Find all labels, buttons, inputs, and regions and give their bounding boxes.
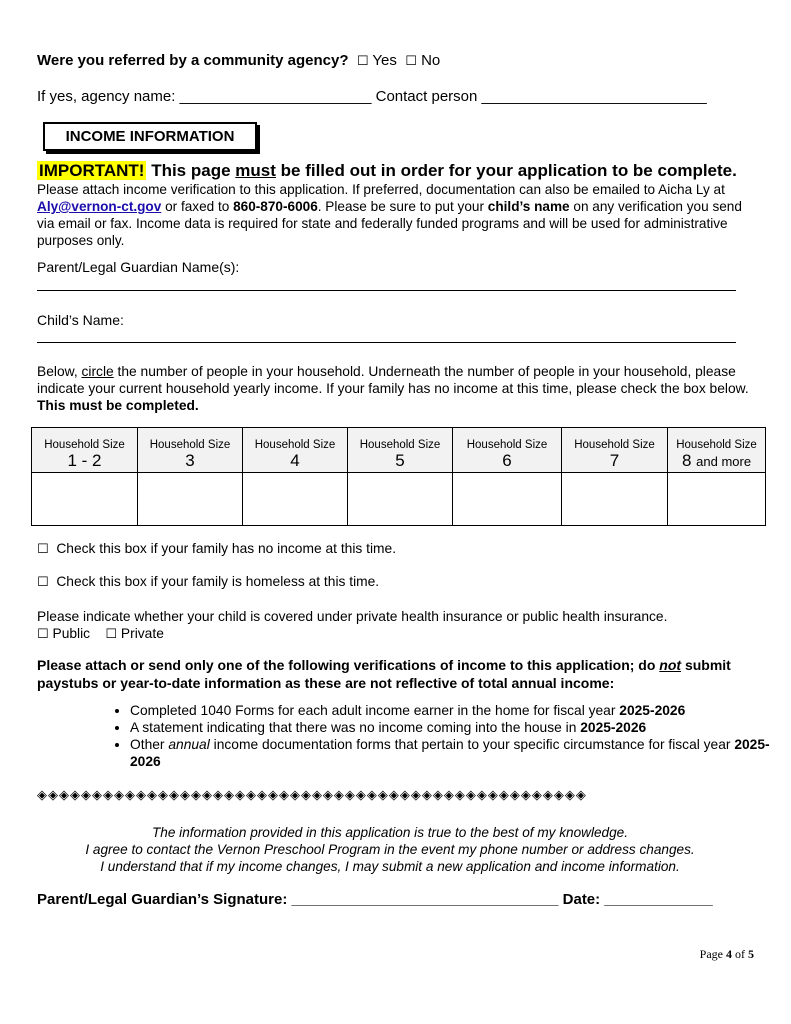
instr-text-b: the number of people in your household. Underneath the number of people in your household, please indicate your current household yearly income. If your family has no income at this time, please check the box below. <box>37 364 749 396</box>
household-size-label: Household Size <box>254 439 336 451</box>
insurance-question: Please indicate whether your child is covered under private health insurance or public health insurance. <box>37 609 668 624</box>
income-cell[interactable] <box>138 473 243 526</box>
intro-text-3: . Please be sure to put your <box>317 199 484 214</box>
important-text-1: This page <box>151 161 231 180</box>
household-size-label: Household Size <box>574 439 655 451</box>
public-label: Public <box>52 626 91 641</box>
household-size-value: 3 <box>185 451 195 470</box>
income-cell[interactable] <box>668 473 766 526</box>
household-size-5[interactable] <box>348 428 453 473</box>
guardian-name-label: Parent/Legal Guardian Name(s): <box>37 259 240 275</box>
referral-question: Were you referred by a community agency? <box>37 52 349 69</box>
signature-label: Parent/Legal Guardian’s Signature: <box>37 891 288 908</box>
no-income-checkbox[interactable]: ☐ <box>37 542 49 557</box>
insurance-section <box>37 608 667 643</box>
household-size-suffix: and more <box>696 454 752 469</box>
instr-must: This must be completed. <box>37 398 199 413</box>
diamond-separator: ◈◈◈◈◈◈◈◈◈◈◈◈◈◈◈◈◈◈◈◈◈◈◈◈◈◈◈◈◈◈◈◈◈◈◈◈◈◈◈◈◈◈◈◈◈◈◈◈◈◈ <box>37 788 587 803</box>
verification-instructions <box>37 656 757 692</box>
income-cell[interactable] <box>562 473 668 526</box>
childs-name-emphasis: child’s name <box>487 199 570 214</box>
important-must: must <box>235 161 276 180</box>
list-item-year: 2025-2026 <box>580 720 647 735</box>
household-size-value: 5 <box>395 451 405 470</box>
contact-label: Contact person <box>375 88 478 105</box>
homeless-row <box>37 574 379 590</box>
household-size-value: 1 - 2 <box>67 451 102 470</box>
household-instructions <box>37 363 762 414</box>
signature-field[interactable]: ________________________________ <box>291 891 559 908</box>
list-item-year: 2025-2026 <box>619 703 686 718</box>
household-size-label: Household Size <box>44 439 125 451</box>
household-size-4[interactable] <box>243 428 348 473</box>
page-prefix: Page <box>699 947 723 961</box>
intro-text-4: on any verification you send via email or fax. Income data is required for state and federally funded programs and will be used for administrative purposes only. <box>37 199 742 248</box>
child-name-label: Child’s Name: <box>37 312 124 328</box>
date-field[interactable]: _____________ <box>604 891 713 908</box>
page-current: 4 <box>726 947 732 961</box>
list-item-text: Other <box>130 737 165 752</box>
child-name-field[interactable] <box>37 342 736 343</box>
agency-name-field[interactable]: _______________________ <box>179 88 372 105</box>
important-notice <box>37 161 737 181</box>
list-item <box>130 702 770 719</box>
important-text-2: be filled out in order for your application to be complete. <box>280 161 737 180</box>
household-size-3[interactable] <box>138 428 243 473</box>
yes-checkbox[interactable]: ☐ <box>356 54 369 69</box>
list-item <box>130 736 770 770</box>
household-size-label: Household Size <box>149 439 231 451</box>
income-cell[interactable] <box>243 473 348 526</box>
income-cell[interactable] <box>453 473 562 526</box>
list-item-text: income documentation forms that pertain to your specific circumstance for fiscal year <box>213 737 731 752</box>
verif-lead-1: Please attach or send only one of the following verifications of income to this application; do <box>37 657 656 673</box>
no-income-label: Check this box if your family has no income at this time. <box>56 541 397 556</box>
household-size-table <box>31 427 766 526</box>
certification-line-2: I agree to contact the Vernon Preschool Program in the event my phone number or address changes. <box>85 842 695 857</box>
public-checkbox[interactable]: ☐ <box>37 627 49 642</box>
list-item-text: A statement indicating that there was no income coming into the house in <box>130 720 577 735</box>
guardian-name-field[interactable] <box>37 290 736 291</box>
household-size-7[interactable] <box>562 428 668 473</box>
date-label: Date: <box>562 891 601 908</box>
homeless-checkbox[interactable]: ☐ <box>37 575 49 590</box>
household-size-1-2[interactable] <box>32 428 138 473</box>
referral-question-row <box>37 52 440 69</box>
verification-list <box>112 702 770 770</box>
no-income-row <box>37 541 396 557</box>
list-item-annual: annual <box>168 737 210 752</box>
household-size-value: 6 <box>502 451 512 470</box>
intro-paragraph <box>37 181 757 249</box>
household-size-label: Household Size <box>466 439 548 451</box>
verif-not: not <box>659 657 682 673</box>
homeless-label: Check this box if your family is homeless at this time. <box>56 574 380 589</box>
list-item-year: 2025-2026 <box>130 737 770 769</box>
income-cell[interactable] <box>348 473 453 526</box>
instr-circle: circle <box>81 364 114 379</box>
no-checkbox[interactable]: ☐ <box>405 54 417 69</box>
income-cell[interactable] <box>32 473 138 526</box>
important-tag: IMPORTANT! <box>39 161 145 180</box>
intro-text-1: Please attach income verification to this application. If preferred, documentation can also be emailed to Aicha Ly at <box>37 182 725 197</box>
page-number <box>700 947 754 962</box>
household-size-value: 4 <box>290 451 300 470</box>
verif-lead-2: submit paystubs or year-to-date information as these are not reflective of total annual income: <box>37 657 731 691</box>
agency-row <box>37 88 707 105</box>
list-item-text: Completed 1040 Forms for each adult income earner in the home for fiscal year <box>130 703 616 718</box>
signature-row <box>37 891 713 908</box>
page-of: of <box>735 947 745 961</box>
contact-person-field[interactable]: ___________________________ <box>481 88 707 105</box>
instr-text-a: Below, <box>37 364 78 379</box>
intro-text-2: or faxed to <box>165 199 230 214</box>
private-label: Private <box>120 626 164 641</box>
household-size-value: 8 <box>681 451 692 470</box>
list-item <box>130 719 770 736</box>
household-size-label: Household Size <box>676 439 757 451</box>
household-size-value: 7 <box>609 451 620 470</box>
agency-label: If yes, agency name: <box>37 88 176 105</box>
certification-line-1: The information provided in this application is true to the best of my knowledge. <box>151 825 629 840</box>
household-size-8-plus[interactable] <box>668 428 766 473</box>
page-total: 5 <box>748 947 754 961</box>
yes-label: Yes <box>372 52 397 69</box>
household-size-label: Household Size <box>359 439 441 451</box>
household-size-6[interactable] <box>453 428 562 473</box>
certification-line-3: I understand that if my income changes, I may submit a new application and income information. <box>100 859 680 874</box>
certification-statement <box>0 824 780 875</box>
email-link[interactable]: Aly@vernon-ct.gov <box>37 199 162 214</box>
fax-number: 860-870-6006 <box>233 199 318 214</box>
no-label: No <box>421 52 441 69</box>
private-checkbox[interactable]: ☐ <box>105 627 118 642</box>
section-title: INCOME INFORMATION <box>43 122 257 151</box>
